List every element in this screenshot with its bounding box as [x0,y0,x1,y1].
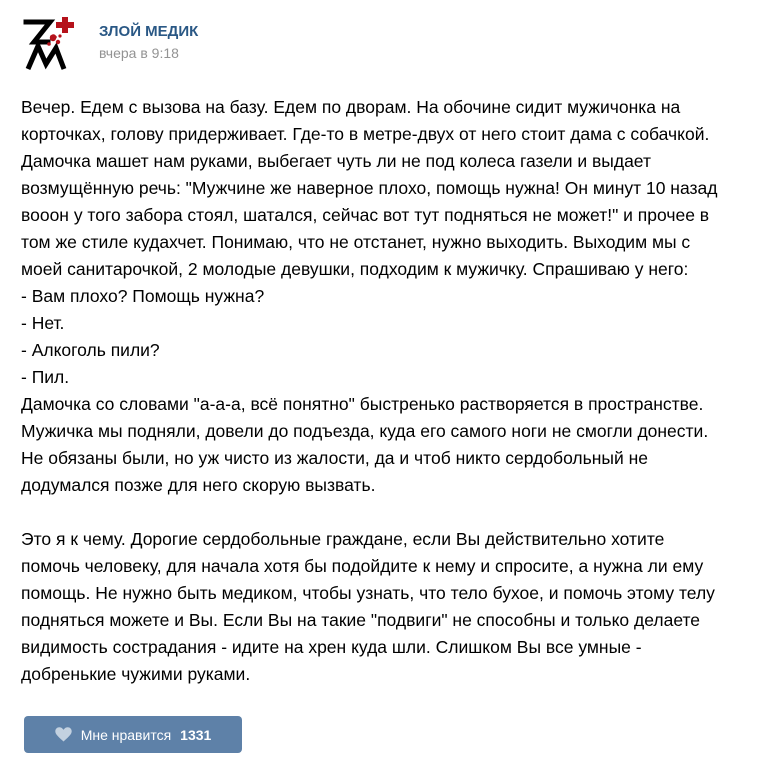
post-line: - Нет. [21,313,65,333]
post-line: возмущённую речь: "Мужчине же наверное плохо, помощь нужна! Он минут 10 назад [21,178,718,198]
zm-logo-icon [20,14,80,74]
post-line: подняться можете и Вы. Если Вы на такие "подвиги" не способны и только делаете [21,610,701,630]
heart-icon [55,727,72,742]
post-line: помощь. Не нужно быть медиком, чтобы узнать, что тело бухое, и помочь этому телу [21,583,715,603]
post-line: - Алкоголь пили? [21,340,160,360]
avatar[interactable] [20,14,80,74]
post-text [21,94,766,688]
post-line: том же стиле кудахчет. Понимаю, что не отстанет, нужно выходить. Выходим мы с [21,232,691,252]
post-line: Вечер. Едем с вызова на базу. Едем по дворам. На обочине сидит мужичонка на [21,97,681,117]
author-name[interactable]: ЗЛОЙ МЕДИК [99,23,199,40]
post-line: Это я к чему. Дорогие сердобольные граждане, если Вы действительно хотите [21,529,665,549]
like-label: Мне нравится [80,726,172,743]
post-line: корточках, голову придерживает. Где-то в метре-двух от него стоит дама с собачкой. [21,124,710,144]
post-header [20,14,198,74]
blank-line [21,499,766,526]
post-date[interactable]: вчера в 9:18 [99,45,179,61]
post-line: вооон у того забора стоял, шатался, сейчас вот тут подняться не может!" и прочее в [21,205,710,225]
post-line: Не обязаны были, но уж чисто из жалости, да и чтоб никто сердобольный не [21,448,649,468]
post-line: - Вам плохо? Помощь нужна? [21,286,265,306]
post-line: Дамочка со словами "а-а-а, всё понятно" быстренько растворяется в пространстве. [21,394,704,414]
post-line: Дамочка машет нам руками, выбегает чуть ли не под колеса газели и выдает [21,151,651,171]
post-line: помочь человеку, для начала хотя бы подойдите к нему и спросите, а нужна ли ему [21,556,704,576]
like-count: 1331 [180,726,212,743]
post-line: моей санитарочкой, 2 молодые девушки, подходим к мужичку. Спрашиваю у него: [21,259,689,279]
post-line: додумался позже для него скорую вызвать. [21,475,376,495]
post-line: добренькие чужими руками. [21,664,251,684]
post-line: Мужичка мы подняли, довели до подъезда, куда его самого ноги не смогли донести. [21,421,709,441]
post-line: - Пил. [21,367,70,387]
author-block [99,14,198,62]
post-line: видимость сострадания - идите на хрен куда шли. Слишком Вы все умные - [21,637,642,657]
like-button[interactable] [24,716,242,753]
